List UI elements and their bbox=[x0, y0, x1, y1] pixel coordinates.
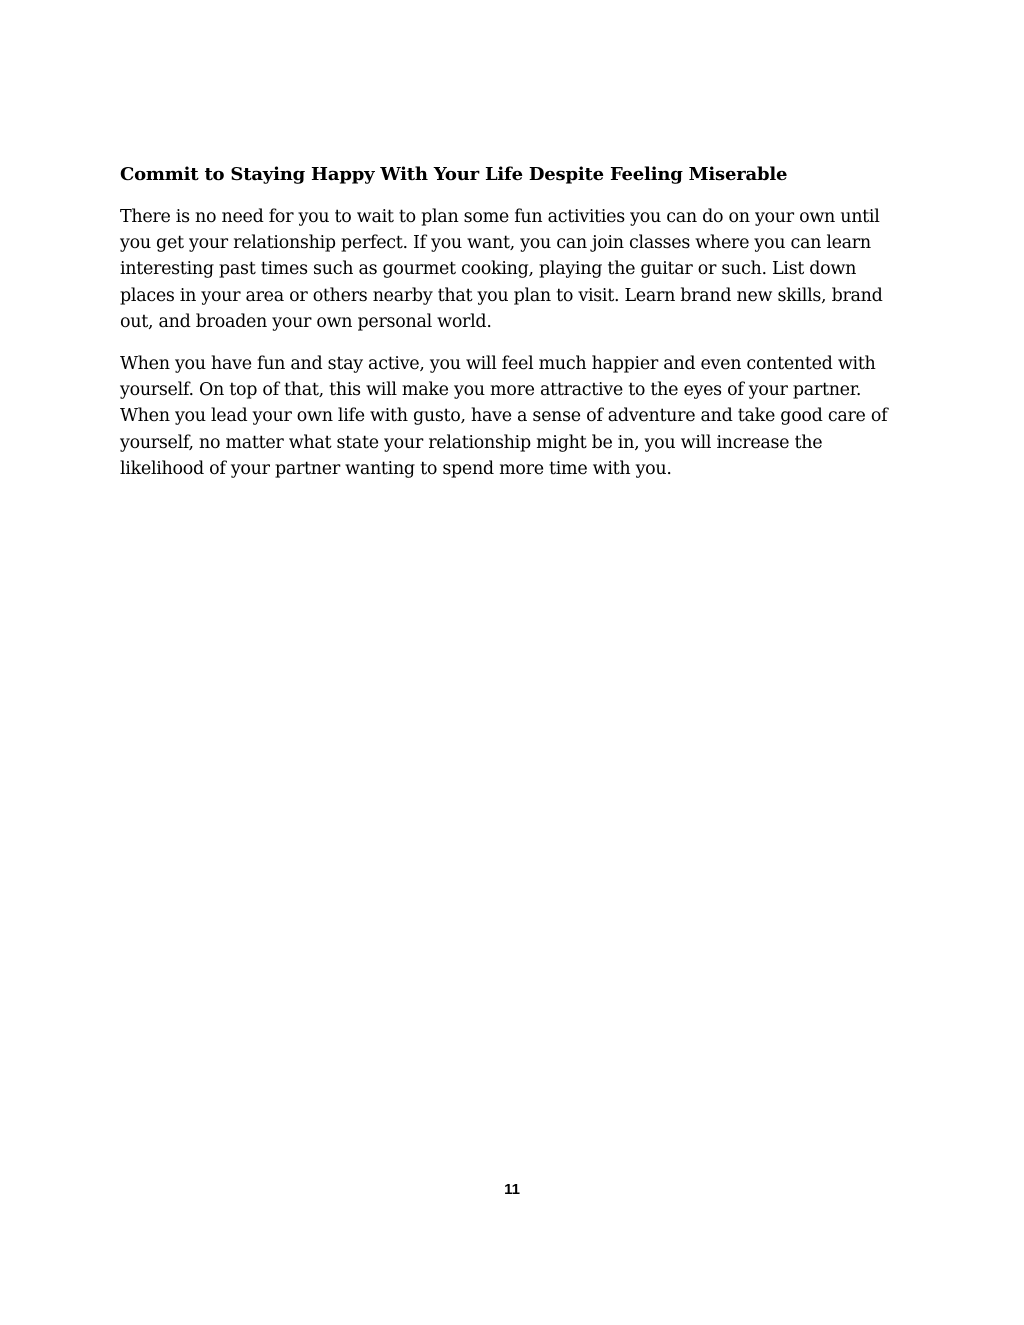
paragraph-2: When you have fun and stay active, you will feel much happier and even contented with yourself. On top of that, this will make you more attractive to the eyes of your partner. When you lead your own life with gusto, have a sense of adventure and take good care of yourself, no matter what state your relationship might be in, you will increase the likelihood of your partner wanting to spend more time with you. bbox=[120, 354, 888, 479]
section-heading: Commit to Staying Happy With Your Life Despite Feeling Miserable bbox=[120, 164, 788, 185]
page-content bbox=[120, 162, 910, 498]
page-number: 11 bbox=[504, 1181, 520, 1198]
paragraph-1: There is no need for you to wait to plan some fun activities you can do on your own until you get your relationship perfect. If you want, you can join classes where you can learn interesting past times such as gourmet cooking, playing the guitar or such. List down places in your area or others nearby that you plan to visit. Learn brand new skills, brand out, and broaden your own personal world. bbox=[120, 207, 883, 332]
